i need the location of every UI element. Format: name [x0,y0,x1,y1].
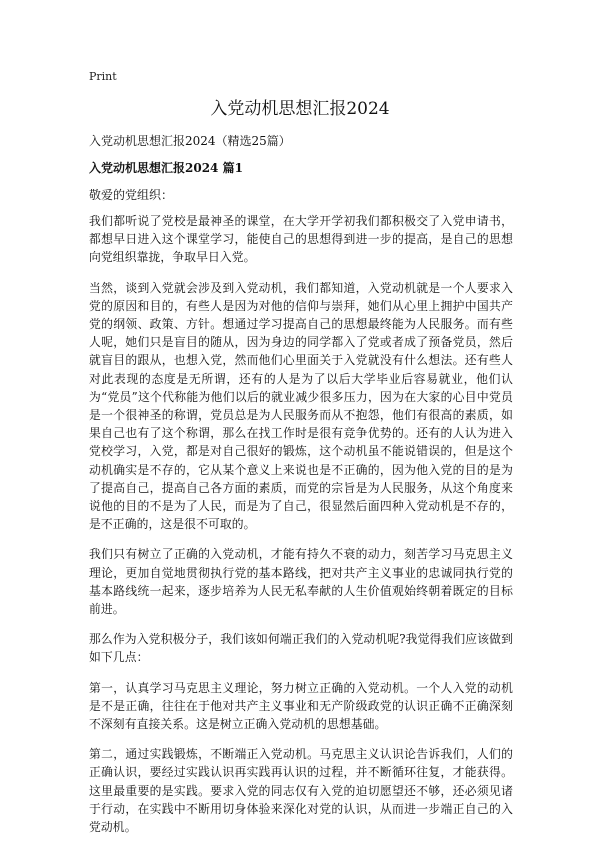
paragraph-4: 那么作为入党积极分子，我们该如何端正我们的入党动机呢?我觉得我们应该做到如下几点： [89,632,513,665]
paragraph-2: 当然，谈到入党就会涉及到入党动机，我们都知道，入党动机就是一个人要求入党的原因和目的，有些人是因为对他的信仰与崇拜，她们从心里上拥护中国共产党的纲领、政策、方针。想通过学习提高自己的思想最终能为人民服务。而有些人呢，她们只是盲目的随从，因为身边的同学都入了党或者成了预备党员，然后就盲目的跟从，也想入党，然而他们心里面关于入党就没有什么想法。还有些人对此表现的态度是无所谓，还有的人是为了以后大学毕业后容易就业，他们认为“党员”这个代称能为他们以后的就业减少很多压力，因为在大家的心目中党员是一个很神圣的称谓，党员总是为人民服务而从不抱怨，他们有很高的素质，如果自己也有了这个称谓，那么在找工作时是很有竞争优势的。还有的人认为进入党校学习，入党，都是对自己很好的锻炼，这个动机虽不能说错误的，但是这个动机确实是不存的，它从某个意义上来说也是不正确的，因为他入党的目的是为了提高自己，提高自己各方面的素质，而党的宗旨是为人民服务，从这个角度来说他的目的不是为了人民，而是为了自己，很显然后面四种入党动机是不存的，是不正确的，这是很不可取的。 [89,280,513,532]
paragraph-3: 我们只有树立了正确的入党动机，才能有持久不衰的动力，刻苦学习马克思主义理论，更加自觉地贯彻执行党的基本路线，把对共产主义事业的忠诚同执行党的基本路线统一起来，逐步培养为人民无私奉献的人生价值观始终朝着既定的目标前进。 [89,547,513,617]
paragraph-6: 第二，通过实践锻炼，不断端正入党动机。马克思主义认识论告诉我们，人们的正确认识，要经过实践认识再实践再认识的过程，并不断循环往复，才能获得。这里最重要的是实践。要求入党的同志仅有入党的迫切愿望还不够，还必须见诸于行动，在实践中不断用切身体验来深化对党的认识，从而进一步端正自己的入党动机。 [89,747,513,835]
document-subtitle: 入党动机思想汇报2024（精选25篇） [89,134,291,148]
document-title: 入党动机思想汇报2024 [210,99,390,119]
paragraph-5: 第一，认真学习马克思主义理论，努力树立正确的入党动机。一个人入党的动机是不是正确，往往在于他对共产主义事业和无产阶级政党的认识正确不正确深刻不深刻有直接关系。这是树立正确入党动机的思想基础。 [89,680,513,732]
document-body [89,212,513,848]
paragraph-1: 我们都听说了党校是最神圣的课堂，在大学开学初我们都积极交了入党申请书，都想早日进入这个课堂学习，能使自己的思想得到进一步的提高，是自己的思想向党组织靠拢，争取早日入党。 [89,214,513,265]
print-label: Print [89,70,117,83]
section-heading: 入党动机思想汇报2024 篇1 [89,161,243,175]
salutation: 敬爱的党组织： [89,188,174,202]
